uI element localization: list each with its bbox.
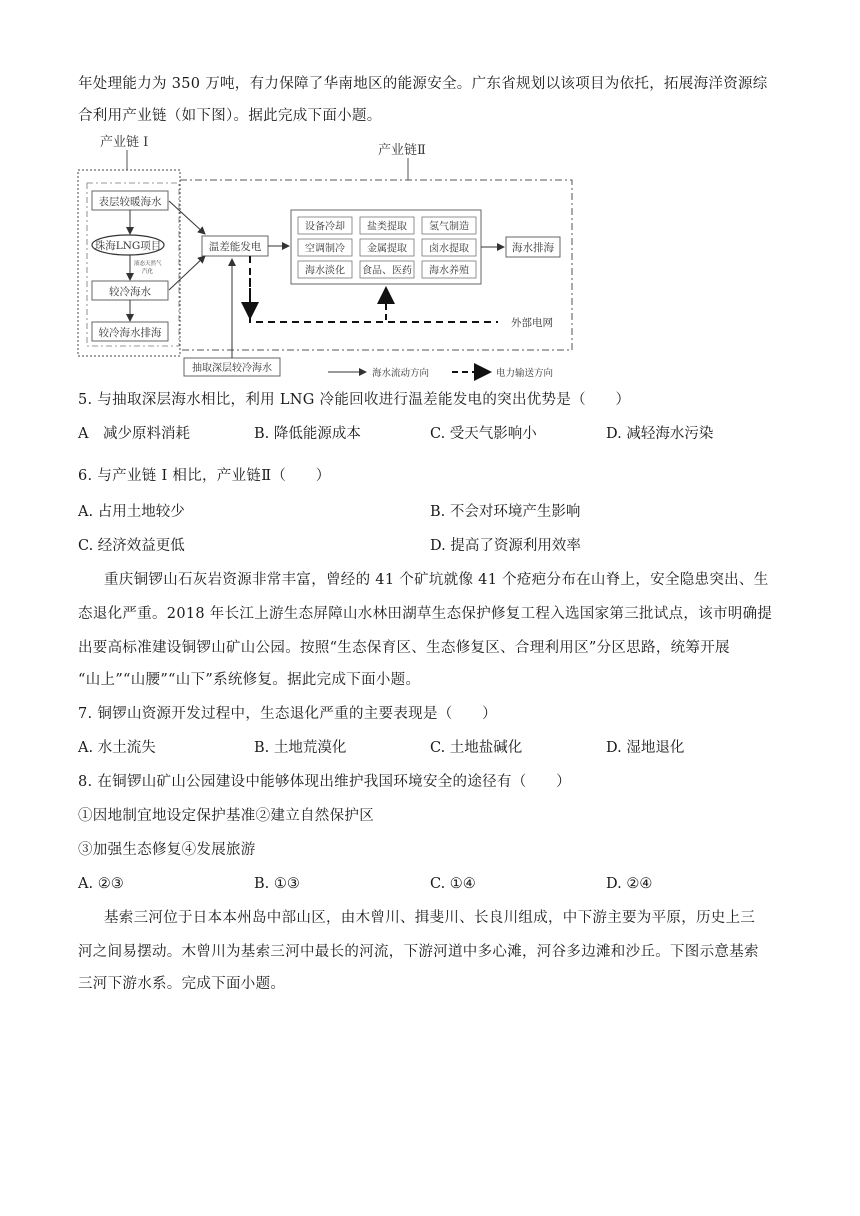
passage2-line-1: 重庆铜锣山石灰岩资源非常丰富，曾经的 41 个矿坑就像 41 个疮疤分布在山脊上，安全隐患突出、生 bbox=[104, 572, 769, 588]
deep-water-label: 抽取深层较冷海水 bbox=[192, 363, 272, 374]
q8-option-b[interactable]: B. ①③ bbox=[254, 876, 300, 892]
cold-discharge-label: 较冷海水排海 bbox=[98, 327, 162, 339]
q5-option-d[interactable]: D. 减轻海水污染 bbox=[606, 426, 714, 442]
passage3-line-1: 基索三河位于日本本州岛中部山区，由木曾川、揖斐川、长良川组成，中下游主要为平原，历史上三 bbox=[104, 910, 756, 926]
intro-line-1: 年处理能力为 350 万吨，有力保障了华南地区的能源安全。广东省规划以该项目为依托，拓展海洋资源综 bbox=[78, 76, 768, 92]
passage2-line-4: “山上”“山腰”“山下”系统修复。据此完成下面小题。 bbox=[78, 672, 421, 688]
q5-option-b[interactable]: B. 降低能源成本 bbox=[254, 426, 361, 442]
q8-option-c[interactable]: C. ①④ bbox=[430, 876, 476, 892]
q6-option-d[interactable]: D. 提高了资源利用效率 bbox=[430, 538, 581, 554]
q7-option-a[interactable]: A. 水土流失 bbox=[78, 740, 156, 756]
industry-chain-diagram bbox=[70, 128, 590, 388]
grid-label: 外部电网 bbox=[511, 317, 553, 329]
q8-option-a[interactable]: A. ②③ bbox=[78, 876, 124, 892]
q6-stem: 6. 与产业链 I 相比，产业链Ⅱ（ ） bbox=[78, 468, 331, 484]
industry-label: 空调制冷 bbox=[305, 243, 345, 255]
arrow-cold-to-otec bbox=[169, 256, 205, 290]
surface-water-label: 表层较暖海水 bbox=[98, 196, 162, 208]
industry-label: 金属提取 bbox=[367, 243, 407, 255]
q7-option-d[interactable]: D. 湿地退化 bbox=[606, 740, 685, 756]
passage2-line-2: 态退化严重。2018 年长江上游生态屏障山水林田湖草生态保护修复工程入选国家第三批试点，该市明确提 bbox=[78, 606, 773, 622]
q6-option-b[interactable]: B. 不会对环境产生影响 bbox=[430, 504, 581, 520]
q8-item-2: ③加强生态修复④发展旅游 bbox=[78, 842, 256, 858]
q5-option-c[interactable]: C. 受天气影响小 bbox=[430, 426, 537, 442]
arrow-surface-to-otec bbox=[169, 201, 205, 234]
chain2-label: 产业链Ⅱ bbox=[378, 143, 426, 158]
industry-label: 海水养殖 bbox=[429, 265, 469, 277]
q6-option-a[interactable]: A. 占用土地较少 bbox=[78, 504, 185, 520]
q7-stem: 7. 铜锣山资源开发过程中，生态退化严重的主要表现是（ ） bbox=[78, 706, 497, 722]
passage3-line-2: 河之间易摆动。木曾川为基索三河中最长的河流，下游河道中多心滩，河谷多边滩和沙丘。下图示意基索 bbox=[78, 944, 759, 960]
q6-option-c[interactable]: C. 经济效益更低 bbox=[78, 538, 185, 554]
cold-water-label: 较冷海水 bbox=[109, 286, 151, 298]
passage3-line-3: 三河下游水系。完成下面小题。 bbox=[78, 976, 286, 992]
q7-option-c[interactable]: C. 土地盐碱化 bbox=[430, 740, 523, 756]
industry-label: 设备冷却 bbox=[305, 221, 345, 233]
lng-project-label: 珠海LNG项目 bbox=[94, 240, 162, 252]
otec-label: 温差能发电 bbox=[208, 241, 262, 253]
q7-option-b[interactable]: B. 土地荒漠化 bbox=[254, 740, 347, 756]
lng-note-2: 汽化 bbox=[142, 269, 154, 275]
industry-label: 盐类提取 bbox=[367, 221, 407, 233]
lng-note-1: 液态天然气 bbox=[134, 261, 162, 267]
q8-item-1: ①因地制宜地设定保护基准②建立自然保护区 bbox=[78, 808, 374, 824]
intro-line-2: 合利用产业链（如下图）。据此完成下面小题。 bbox=[78, 108, 382, 124]
sea-discharge-label: 海水排海 bbox=[512, 242, 554, 254]
industry-label: 氢气制造 bbox=[429, 221, 469, 233]
industry-label: 海水淡化 bbox=[305, 265, 345, 277]
legend-power-label: 电力输送方向 bbox=[496, 368, 554, 379]
q8-option-d[interactable]: D. ②④ bbox=[606, 876, 653, 892]
q5-option-a[interactable]: A 减少原料消耗 bbox=[78, 426, 190, 442]
passage2-line-3: 出要高标准建设铜锣山矿山公园。按照“生态保育区、生态修复区、合理利用区”分区思路，统筹开展 bbox=[78, 640, 730, 656]
industry-label: 食品、医药 bbox=[362, 265, 412, 277]
q8-stem: 8. 在铜锣山矿山公园建设中能够体现出维护我国环境安全的途径有（ ） bbox=[78, 774, 571, 790]
industry-label: 卤水提取 bbox=[429, 243, 469, 255]
q5-stem: 5. 与抽取深层海水相比，利用 LNG 冷能回收进行温差能发电的突出优势是（ ） bbox=[78, 392, 631, 408]
legend-water-label: 海水流动方向 bbox=[372, 368, 430, 379]
chain1-label: 产业链 I bbox=[100, 135, 149, 150]
